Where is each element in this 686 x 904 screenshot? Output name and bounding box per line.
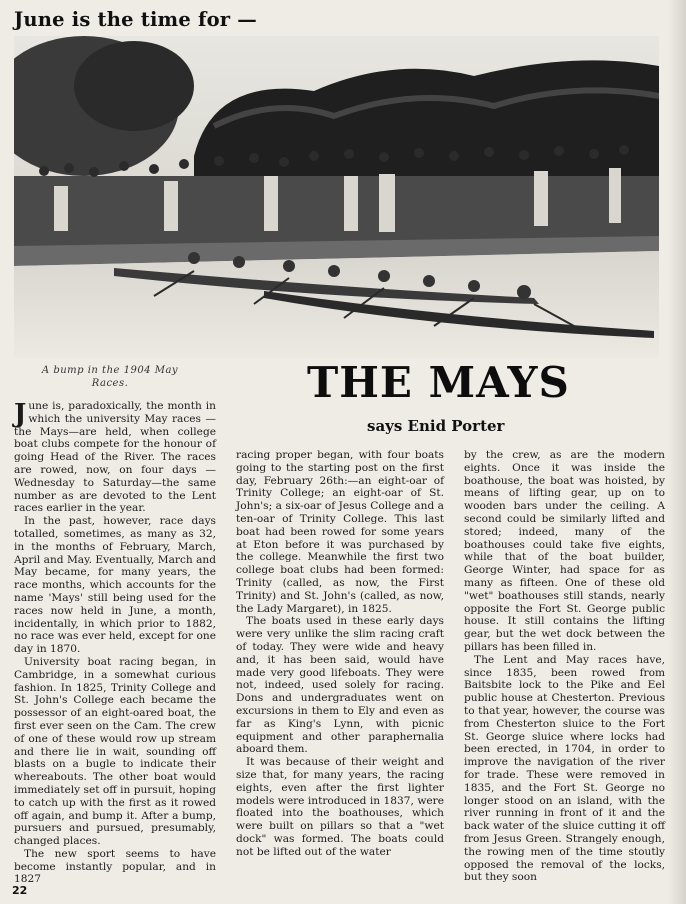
caption-line-1: A bump in the 1904 May (41, 365, 179, 376)
paragraph: racing proper began, with four boats going to the starting post on the first day, February 26th:—an eight-oar of Trinity College; an eight-oar of St. John's; a six-oar of Jesus College and a ten-oar of Trinity College. This last boat had been rowed for some years at Eton before it was purchased by the college. Meanwhile the first two college boat clubs had been formed: Trinity (called, as now, the First Trinity) and St. John's (called, as now, the Lady Margaret), in 1825. (236, 449, 444, 615)
drop-cap: J (14, 399, 27, 429)
paragraph: The Lent and May races have, since 1835, been rowed from Baitsbite lock to the Pike and Eel public house at Chesterton. Previous to that year, however, the course was from Chesterton sluice to the Fort St. George sluice where locks had been erected, in 1704, in order to improve the navigation of the river for trade. These were removed in 1835, and the Fort St. George no longer stood on an island, with the river running in front of it and the back water of the sluice cutting it off from Jesus Green. Strangely enough, the rowing men of the time stoutly opposed the removal of the locks, but they soon (464, 653, 665, 884)
paragraph: June is, paradoxically, the month in which the university May races —the Mays—are held, when college boat clubs compete for the honour of going Head of the River. The races are rowed, now, on four days —Wednesday to Saturday—the same number as are devoted to the Lent races earlier in the year. (14, 399, 216, 515)
paragraph: by the crew, as are the modern eights. Once it was inside the boathouse, the boat was hoisted, by means of lifting gear, up on to wooden bars under the ceiling. A second could be similarly lifted and stored; indeed, many of the boathouses could take five eights, while that of the boat builder, George Winter, had space for as many as fifteen. One of these old "wet" boathouses still stands, nearly opposite the Fort St. George public house. It still contains the lifting gear, but the wet dock between the pillars has been filled in. (464, 449, 665, 653)
rowing-photo-icon (14, 36, 659, 358)
rowing-photo (14, 36, 659, 358)
text-column-1 (14, 400, 216, 886)
text-column-2 (236, 449, 444, 859)
page-number: 22 (12, 884, 28, 897)
paragraph: In the past, however, race days totalled, sometimes, as many as 32, in the months of February, March, April and May. Eventually, March and May became, for many years, the race months, which accounts for the name 'Mays' still being used for the races now held in June, a month, incidentally, in which prior to 1882, no race was ever held, except for one day in 1870. (14, 515, 216, 656)
section-kicker: June is the time for — (14, 8, 257, 31)
paragraph: It was because of their weight and size that, for many years, the racing eights, even after the first lighter models were introduced in 1837, were floated into the boathouses, which were built on pillars so that a "wet dock" was formed. The boats could not be lifted out of the water (236, 756, 444, 858)
paragraph: The new sport seems to have become instantly popular, and in 1827 (14, 847, 216, 886)
photo-caption (14, 364, 206, 390)
paragraph: The boats used in these early days were very unlike the slim racing craft of today. They were wide and heavy and, it has been said, would have made very good lifeboats. They were not, indeed, used solely for racing. Dons and undergraduates went on excursions in them to Ely and even as far as King's Lynn, with picnic equipment and other paraphernalia aboard them. (236, 615, 444, 756)
caption-line-2: Races. (91, 378, 129, 389)
article-byline: says Enid Porter (367, 417, 505, 435)
paragraph: University boat racing began, in Cambridge, in a somewhat curious fashion. In 1825, Trinity College and St. John's College each became the possessor of an eight-oared boat, the first ever seen on the Cam. The crew of one of these would row up stream and there lie in wait, sounding off blasts on a bugle to indicate their whereabouts. The other boat would immediately set off in pursuit, hoping to catch up with the first as it rowed off again, and bump it. After a bump, pursuers and pursued, presumably, changed places. (14, 655, 216, 848)
article-headline: THE MAYS (307, 358, 570, 407)
text-column-3 (464, 449, 665, 884)
page-edge-shadow (668, 0, 686, 904)
